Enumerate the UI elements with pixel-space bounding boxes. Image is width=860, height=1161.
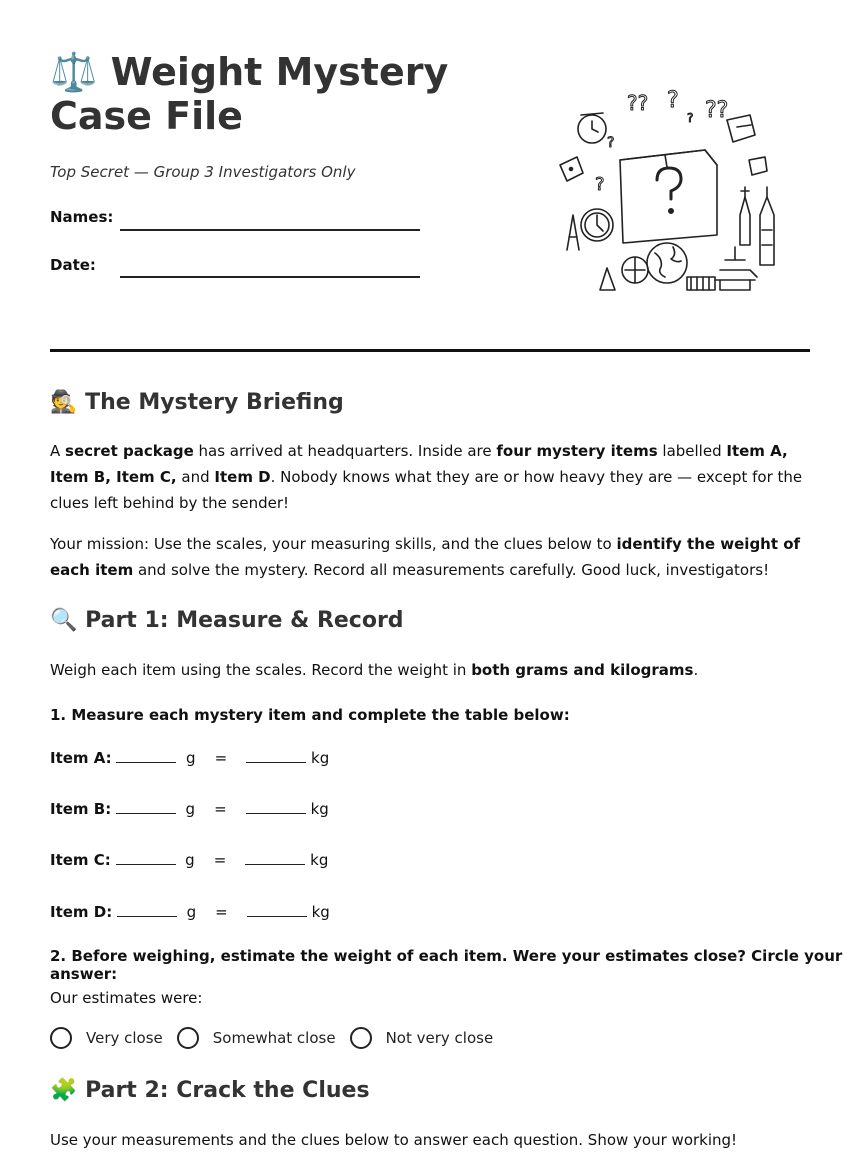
part2-intro: Use your measurements and the clues below to answer each question. Show your working! <box>50 1131 738 1149</box>
grams-blank[interactable] <box>116 748 176 763</box>
body-text: labelled <box>657 442 727 460</box>
grams-blank[interactable] <box>116 799 176 814</box>
body-text: A <box>50 442 66 460</box>
svg-text:??: ?? <box>705 98 729 123</box>
kilograms-blank[interactable] <box>247 902 307 917</box>
body-text: and solve the mystery. Record all measurements carefully. Good luck, investigators! <box>133 561 770 579</box>
briefing-heading-text: The Mystery Briefing <box>85 390 344 415</box>
unit-g: g <box>185 851 195 869</box>
unit-kg: kg <box>310 800 329 818</box>
unit-kg: kg <box>311 903 330 921</box>
item-label: Item C: <box>50 851 111 869</box>
part2-heading <box>50 1078 370 1103</box>
briefing-paragraph-2 <box>50 531 815 583</box>
title-text: Weight Mystery Case File <box>50 50 449 138</box>
svg-text:?: ? <box>667 88 679 113</box>
names-label: Names: <box>50 208 114 226</box>
body-text: Your mission: Use the scales, your measuring skills, and the clues below to <box>50 535 617 553</box>
emphasis-text: identify the weight of each item <box>50 535 801 579</box>
names-line[interactable] <box>120 229 420 231</box>
body-text: has arrived at headquarters. Inside are <box>193 442 497 460</box>
item-label: Item A: <box>50 749 112 767</box>
part1-intro <box>50 657 815 683</box>
estimates-label: Our estimates were: <box>50 989 203 1007</box>
part1-heading-text: Part 1: Measure & Record <box>85 608 404 633</box>
scales-icon: ⚖️ <box>50 50 98 94</box>
unit-kg: kg <box>311 749 330 767</box>
estimate-options <box>50 1027 507 1049</box>
emphasis-text: both grams and kilograms <box>471 661 694 679</box>
page-title <box>50 50 550 138</box>
body-text: and <box>176 468 215 486</box>
item-row-b <box>50 799 329 818</box>
date-line[interactable] <box>120 276 420 278</box>
option-not-very-close-circle[interactable] <box>350 1027 372 1049</box>
part1-heading <box>50 608 404 633</box>
emphasis-text: Item D <box>214 468 271 486</box>
grams-blank[interactable] <box>117 902 177 917</box>
unit-g: g <box>186 903 197 921</box>
item-row-d <box>50 902 330 921</box>
header-divider <box>50 349 810 352</box>
mystery-box-illustration <box>555 85 785 300</box>
item-label: Item D: <box>50 903 113 921</box>
question-1: 1. Measure each mystery item and complete the table below: <box>50 706 570 724</box>
emphasis-text: four mystery items <box>496 442 658 460</box>
briefing-paragraph-1 <box>50 438 815 516</box>
equals-sign: = <box>213 851 227 869</box>
body-text: . Nobody knows what they are or how heavy they are — except for the clues left behind by the sender! <box>50 468 803 512</box>
equals-sign: = <box>214 800 227 818</box>
briefing-heading <box>50 390 344 415</box>
unit-kg: kg <box>310 851 329 869</box>
option-very-close-circle[interactable] <box>50 1027 72 1049</box>
option-very-close-label: Very close <box>86 1029 163 1047</box>
unit-g: g <box>186 749 196 767</box>
emphasis-text: secret package <box>65 442 194 460</box>
date-label: Date: <box>50 256 96 274</box>
svg-text:??: ?? <box>627 91 649 115</box>
item-label: Item B: <box>50 800 112 818</box>
emphasis-text: Item A, Item B, Item C, <box>50 442 788 486</box>
body-text: . <box>693 661 699 679</box>
option-not-very-close-label: Not very close <box>385 1029 494 1047</box>
svg-text:?: ? <box>595 174 605 195</box>
option-somewhat-close-label: Somewhat close <box>212 1029 336 1047</box>
svg-text:?: ? <box>607 135 615 151</box>
question-2: 2. Before weighing, estimate the weight of each item. Were your estimates close? Circle your answer: <box>50 947 843 983</box>
item-row-a <box>50 748 329 767</box>
kilograms-blank[interactable] <box>245 850 305 865</box>
item-row-c <box>50 850 328 869</box>
unit-g: g <box>185 800 196 818</box>
page-subtitle: Top Secret — Group 3 Investigators Only <box>50 163 356 181</box>
kilograms-blank[interactable] <box>246 748 306 763</box>
puzzle-piece-icon: 🧩 <box>50 1078 78 1103</box>
magnifier-icon: 🔍 <box>50 608 78 633</box>
svg-text:?: ? <box>687 111 694 125</box>
equals-sign: = <box>214 749 228 767</box>
detective-icon: 🕵️ <box>50 390 78 415</box>
grams-blank[interactable] <box>116 850 176 865</box>
part2-heading-text: Part 2: Crack the Clues <box>85 1078 370 1103</box>
equals-sign: = <box>215 903 228 921</box>
kilograms-blank[interactable] <box>246 799 306 814</box>
body-text: Weigh each item using the scales. Record the weight in <box>50 661 472 679</box>
option-somewhat-close-circle[interactable] <box>177 1027 199 1049</box>
